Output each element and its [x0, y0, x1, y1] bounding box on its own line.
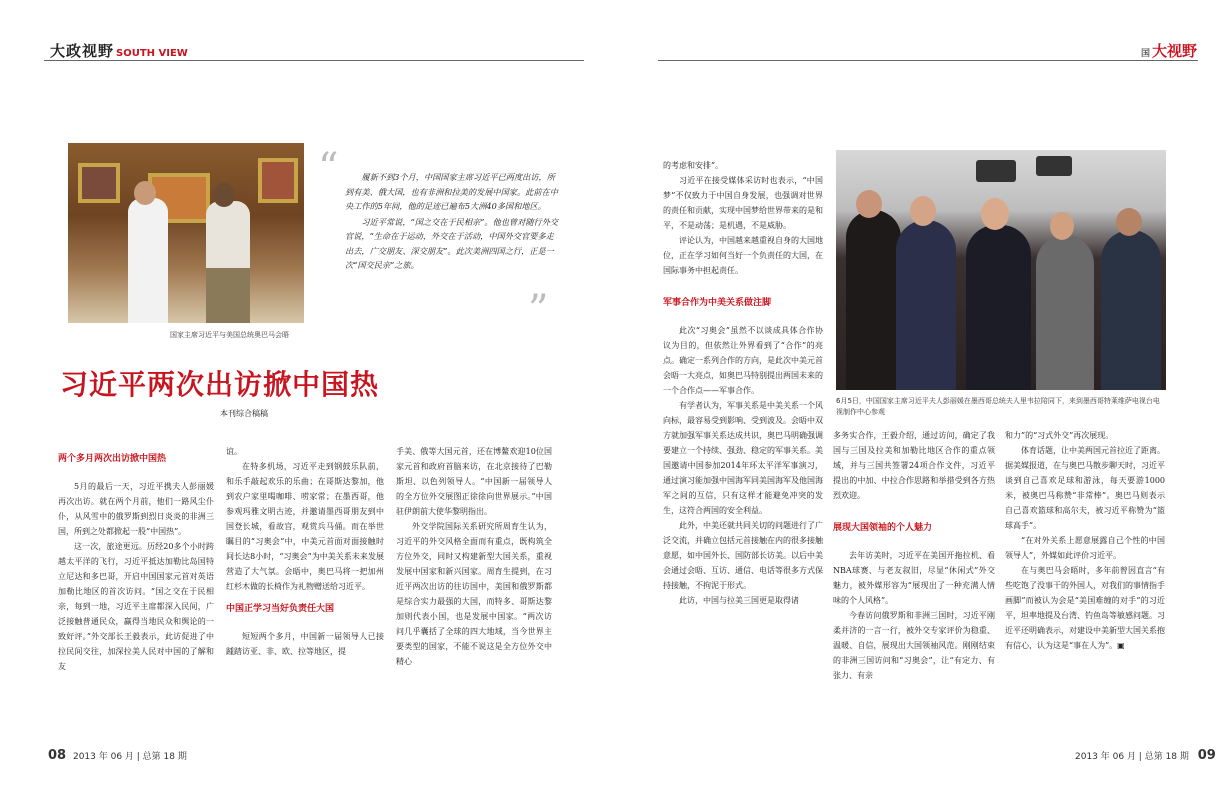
body-paragraph: 短短两个多月，中国新一届领导人已接踵踏访亚、非、欧、拉等地区，提 — [226, 632, 384, 656]
left-column-3 — [396, 444, 552, 744]
left-header-logo — [50, 40, 188, 61]
right-footer — [1075, 748, 1216, 763]
issue-info: 2013 年 06 月 | 总第 18 期 — [1075, 752, 1189, 762]
body-paragraph: 此外，中美还就共同关切的问题进行了广泛交流，并确立包括元首接触在内的很多接触意愿，如中国外长、国防部长访美。以后中美会通过会晤、互访、通信、电话等很多方式保持接触，不拘泥于形式。 — [663, 521, 823, 590]
right-logo-prefix: 国 — [1140, 49, 1150, 59]
body-paragraph: 和力”的“习式外交”再次展现。 — [1005, 431, 1114, 440]
body-paragraph: 此访，中国与拉美三国更是取得诸 — [679, 596, 799, 605]
section-heading: 中国正学习当好负责任大国 — [226, 604, 335, 614]
body-paragraph: 评论认为，中国越来越重视自身的大国地位，正在学习如何当好一个负责任的大国，在国际事务中担起责任。 — [663, 236, 823, 275]
body-paragraph: 在特多机场，习近平走到钢鼓乐队前，和乐手敲起欢乐的乐曲；在哥斯达黎加，他到农户家里喝咖啡、唠家常；在墨西哥，他参观玛雅文明古迹，并邀请墨西哥朋友到中国登长城，看故宫，观赏兵马俑。而在举世瞩目的“习奥会”中，中美元首面对面接触时间长达8小时，“习奥会”为中美关系未来发展营造了大气氛。会晤中，奥巴马将一把加州红杉木做的长椅作为礼物赠送给习近平。 — [226, 462, 384, 591]
left-column-2 — [226, 444, 384, 744]
person-figure — [896, 220, 956, 390]
body-paragraph: 外交学院国际关系研究所周育生认为，习近平的外交风格全面而有重点，既构筑全方位外交，同时又构建新型大国关系，重视发展中国家和新兴国家。周育生提到，在习近平两次出访的往访国中，美国和俄罗斯都是综合实力最强的大国，而特多、哥斯达黎加则代表小国，也是发展中国家。“两次访问几乎囊括了全球的四大地域，当今世界主要类型的国家，不能不说这是全方位外交中精心 — [396, 522, 552, 666]
article-title: 习近平两次出访掀中国热 — [60, 368, 380, 401]
body-paragraph: 今春访问俄罗斯和非洲三国时，习近平刚柔并济的一言一行，被外交专家评价为稳重、温暖、自信，展现出大国领袖风范。刚刚结束的非洲三国访问和“习奥会”，让“有定力、有张力、有亲 — [833, 611, 995, 680]
pull-quote — [345, 170, 560, 274]
peng-liyuan-photo — [836, 150, 1166, 390]
section-heading: 两个多月两次出访掀中国热 — [58, 454, 167, 464]
person-head — [213, 183, 235, 207]
photo1-caption: 国家主席习近平与美国总统奥巴马会晤 — [170, 331, 289, 339]
person-head — [910, 196, 936, 226]
photo2-caption: 6月5日，中国国家主席习近平夫人彭丽媛在墨西哥总统夫人里韦拉陪同下，来到墨西哥特莱维萨电视台电视制作中心参观 — [836, 397, 1160, 416]
open-quote-mark: “ — [318, 145, 339, 191]
person-figure — [128, 198, 168, 323]
person-head — [1116, 208, 1142, 236]
body-paragraph: 在与奥巴马会晤时，多年前曾因直言“有些吃饱了没事干的外国人，对我们的事情指手画脚”而被认为会是“美国难缠的对手”的习近平，坦率地提及台湾、钓鱼岛等敏感问题。习近平还明确表示，对建设中美新型大国关系抱有信心，认为这是“事在人为”。▣ — [1005, 566, 1165, 650]
painting-frame — [78, 163, 120, 203]
close-quote-mark: ” — [528, 287, 549, 333]
painting-frame — [258, 158, 298, 203]
left-logo-text: 大政视野 — [50, 42, 115, 60]
camera-shape — [1036, 156, 1072, 176]
right-header-logo — [1141, 40, 1197, 61]
body-paragraph: 有学者认为，军事关系是中美关系一个风向标，最容易受到影响、受到波及。会晤中双方就加强军事关系达成共识，奥巴马明确强调要建立一个持续、强劲、稳定的军事关系。美国邀请中国参加2014年环太平洋军事演习，通过演习能加强中国海军同美国海军及他国海军之间的互信，只有这样才能避免冲突的发生，这符合两国的安全利益。 — [663, 401, 823, 515]
body-paragraph: 谊。 — [226, 447, 242, 456]
body-paragraph: 5月的最后一天，习近平携夫人彭丽媛再次出访。就在两个月前，他们一路风尘仆仆，从风雪中的俄罗斯到烈日炎炎的非洲三国，所到之处都掀起一股“中国热”。 — [58, 482, 214, 536]
person-head — [134, 181, 156, 205]
page-number: 08 — [48, 748, 67, 763]
body-paragraph: 手美、俄等大国元首，还在博鳌欢迎10位国家元首和政府首脑来访，在北京接待了巴勒斯坦、以色列领导人。“中国新一届领导人的全方位外交展图正徐徐向世界展示。”中国驻伊朗前大使华黎明指出。 — [396, 447, 552, 516]
body-paragraph: 体育话题，让中美两国元首拉近了距离。据美媒报道，在与奥巴马散步聊天时，习近平谈到自己喜欢足球和游泳，每天要游1000米，被奥巴马称赞“非常棒”。奥巴马则表示自己喜欢篮球和高尔夫，被习近平称赞为“篮球高手”。 — [1005, 446, 1165, 530]
section-heading: 展现大国领袖的个人魅力 — [833, 523, 933, 533]
person-figure — [1101, 230, 1161, 390]
body-paragraph: 这一次，旅途更远。历经20多个小时跨越太平洋的飞行，习近平抵达加勒比岛国特立尼达和多巴哥，开启中国国家元首对英语加勒比地区的首次访问。“国之交在于民相亲，每到一地，习近平主席都深入民间，广泛接触普通民众，赢得当地民众和舆论的一致好评。”外交部长王毅表示，此访促进了中拉民间交往，加深拉美人民对中国的了解和友 — [58, 542, 214, 671]
right-column-3 — [1005, 428, 1165, 746]
body-paragraph: 习近平在接受媒体采访时也表示，“中国梦”不仅致力于中国自身发展，也强调对世界的责任和贡献，实现中国梦给世界带来的是和平，不是动荡；是机遇，不是威胁。 — [663, 176, 823, 230]
person-head — [856, 190, 882, 218]
spacer — [663, 278, 823, 288]
left-column-1 — [58, 444, 214, 744]
body-paragraph: 去年访美时，习近平在美国开拖拉机、看NBA球赛、与老友叙旧，尽显“休闲式”外交魅力，被外媒形容为“展现出了一种充满人情味的个人风格”。 — [833, 551, 995, 605]
camera-shape — [976, 160, 1016, 182]
right-column-1 — [663, 158, 823, 746]
pull-quote-para: 习近平常说，“国之交在于民相亲”。他也曾对随行外交官说，“生命在于运动，外交在于活动，中国外交官要多走出去，广交朋友、深交朋友”。此次美洲四国之行，正是一次“国交民亲”之旅。 — [345, 216, 559, 270]
person-figure — [206, 201, 250, 323]
pull-quote-para: 履新不到3个月，中国国家主席习近平已两度出访，所到有美、俄大国，也有非洲和拉美的发展中国家。此前在中央工作的5年间，他的足迹已遍布5大洲40多国和地区。 — [345, 172, 558, 211]
article-byline: 本刊综合稿稿 — [220, 409, 268, 418]
person-figure — [846, 210, 901, 390]
body-paragraph: 多务实合作，王毅介绍，通过访问，确定了我国与三国及拉美和加勒比地区合作的重点领域，并与三国共签署24项合作文件，习近平提出的中加、中拉合作思路和举措受到各方热烈欢迎。 — [833, 431, 995, 500]
right-header-rule — [658, 60, 1198, 61]
body-paragraph: 的考虑和安排”。 — [663, 161, 724, 170]
section-heading: 军事合作为中美关系做注脚 — [663, 298, 772, 308]
xi-obama-photo — [68, 143, 304, 323]
person-figure — [1036, 235, 1094, 390]
person-head — [981, 198, 1009, 230]
left-footer — [48, 748, 187, 763]
left-logo-subtext: SOUTH VIEW — [116, 48, 188, 59]
right-column-2 — [833, 428, 995, 746]
page-number: 09 — [1197, 748, 1216, 763]
spacer — [833, 503, 995, 513]
left-header-rule — [44, 60, 584, 61]
issue-info: 2013 年 06 月 | 总第 18 期 — [72, 752, 187, 762]
body-paragraph: “在对外关系上愿意展露自己个性的中国领导人”，外媒如此评价习近平。 — [1005, 536, 1165, 560]
person-head — [1050, 212, 1074, 240]
body-paragraph: 此次“习奥会”虽然不以谈成具体合作协议为目的，但依然让外界看到了“合作”的亮点。确定一系列合作的方向，是此次中美元首会晤一大亮点，如奥巴马特别提出两国未来的一个合作点——军事合作。 — [663, 326, 823, 395]
right-logo-text: 大视野 — [1151, 42, 1197, 60]
left-page — [0, 0, 609, 788]
person-figure — [966, 225, 1031, 390]
